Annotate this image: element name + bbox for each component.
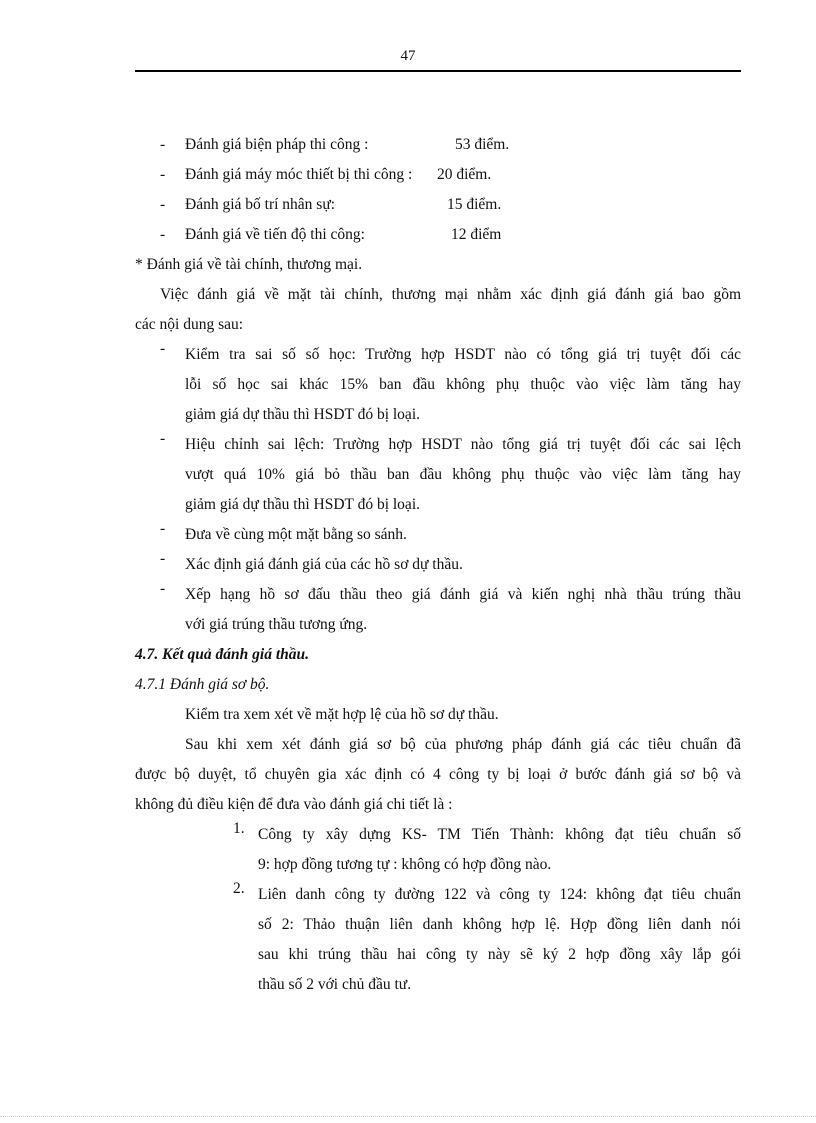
page-body (135, 130, 741, 1000)
section-heading: 4.7. Kết quả đánh giá thầu. (135, 646, 309, 663)
list-item (135, 430, 741, 520)
numbered-item-line: số 2: Thảo thuận liên danh không hợp lệ. Hợp đồng liên danh nói (258, 916, 741, 933)
criteria-list (135, 130, 741, 250)
list-item-line: Xếp hạng hồ sơ đấu thầu theo giá đánh giá và kiến nghị nhà thầu trúng thầu (185, 586, 741, 603)
criteria-label: Đánh giá về tiến độ thi công: (185, 226, 365, 243)
list-item-line: giảm giá dự thầu thì HSDT đó bị loại. (185, 406, 420, 423)
item-number: 1. (233, 820, 245, 837)
bullet-dash: - (160, 226, 166, 243)
numbered-item (135, 820, 741, 880)
page-bottom-edge (0, 1116, 816, 1117)
criteria-item (135, 190, 741, 220)
item-number: 2. (233, 880, 245, 897)
paragraph (135, 730, 741, 820)
criteria-score: 12 điểm (451, 226, 502, 243)
financial-intro (135, 280, 741, 340)
list-item-line: Xác định giá đánh giá của các hồ sơ dự thầu. (185, 556, 463, 573)
paragraph-line: các nội dung sau: (135, 316, 244, 333)
header-rule (135, 70, 741, 72)
criteria-score: 53 điểm. (455, 136, 510, 153)
bullet-dash: - (160, 136, 166, 153)
criteria-item (135, 160, 741, 190)
bullet-dash: - (160, 430, 166, 447)
criteria-item (135, 220, 741, 250)
bullet-dash: - (160, 550, 166, 567)
numbered-item-line: Liên danh công ty đường 122 và công ty 124: không đạt tiêu chuẩn (258, 886, 741, 903)
list-item-line: Kiểm tra sai số số học: Trường hợp HSDT nào có tổng giá trị tuyệt đối các (185, 346, 741, 363)
paragraph-line: không đủ điều kiện để đưa vào đánh giá chi tiết là : (135, 796, 453, 813)
page-number: 47 (400, 48, 416, 64)
numbered-item-line: sau khi trúng thầu hai công ty này sẽ ký 2 hợp đồng xây lắp gói (258, 946, 741, 963)
bullet-dash: - (160, 520, 166, 537)
numbered-item-line: Công ty xây dựng KS- TM Tiến Thành: không đạt tiêu chuẩn số (258, 826, 741, 843)
criteria-item (135, 130, 741, 160)
financial-heading: * Đánh giá về tài chính, thương mại. (135, 256, 363, 273)
numbered-item (135, 880, 741, 1000)
criteria-label: Đánh giá bố trí nhân sự: (185, 196, 336, 213)
list-item (135, 340, 741, 430)
list-item-line: với giá trúng thầu tương ứng. (185, 616, 368, 633)
list-item-line: giảm giá dự thầu thì HSDT đó bị loại. (185, 496, 420, 513)
subsection-heading: 4.7.1 Đánh giá sơ bộ. (135, 676, 270, 693)
paragraph-line: Việc đánh giá về mặt tài chính, thương mại nhằm xác định giá đánh giá bao gồm (160, 286, 741, 303)
list-item (135, 580, 741, 640)
bullet-dash: - (160, 166, 166, 183)
numbered-item-line: 9: hợp đồng tương tự : không có hợp đồng nào. (258, 856, 552, 873)
numbered-list (135, 820, 741, 1000)
financial-items-list (135, 340, 741, 640)
bullet-dash: - (160, 580, 166, 597)
list-item (135, 550, 741, 580)
list-item-line: vượt quá 10% giá bỏ thầu ban đầu không phụ thuộc vào việc làm tăng hay (185, 466, 741, 483)
numbered-item-line: thầu số 2 với chủ đầu tư. (258, 976, 412, 993)
paragraph: Kiểm tra xem xét về mặt hợp lệ của hồ sơ dự thầu. (185, 706, 499, 723)
paragraph-line: được bộ duyệt, tổ chuyên gia xác định có 4 công ty bị loại ở bước đánh giá sơ bộ và (135, 766, 741, 783)
list-item-line: Hiệu chỉnh sai lệch: Trường hợp HSDT nào tổng giá trị tuyệt đối các sai lệch (185, 436, 741, 453)
list-item (135, 520, 741, 550)
criteria-score: 20 điểm. (437, 166, 492, 183)
criteria-score: 15 điểm. (447, 196, 502, 213)
criteria-label: Đánh giá biện pháp thi công : (185, 136, 369, 153)
list-item-line: Đưa về cùng một mặt bằng so sánh. (185, 526, 407, 543)
paragraph-line: Sau khi xem xét đánh giá sơ bộ của phương pháp đánh giá các tiêu chuẩn đã (185, 736, 741, 753)
bullet-dash: - (160, 196, 166, 213)
list-item-line: lỗi số học sai khác 15% ban đầu không phụ thuộc vào việc làm tăng hay (185, 376, 741, 393)
criteria-label: Đánh giá máy móc thiết bị thi công : (185, 166, 413, 183)
bullet-dash: - (160, 340, 166, 357)
